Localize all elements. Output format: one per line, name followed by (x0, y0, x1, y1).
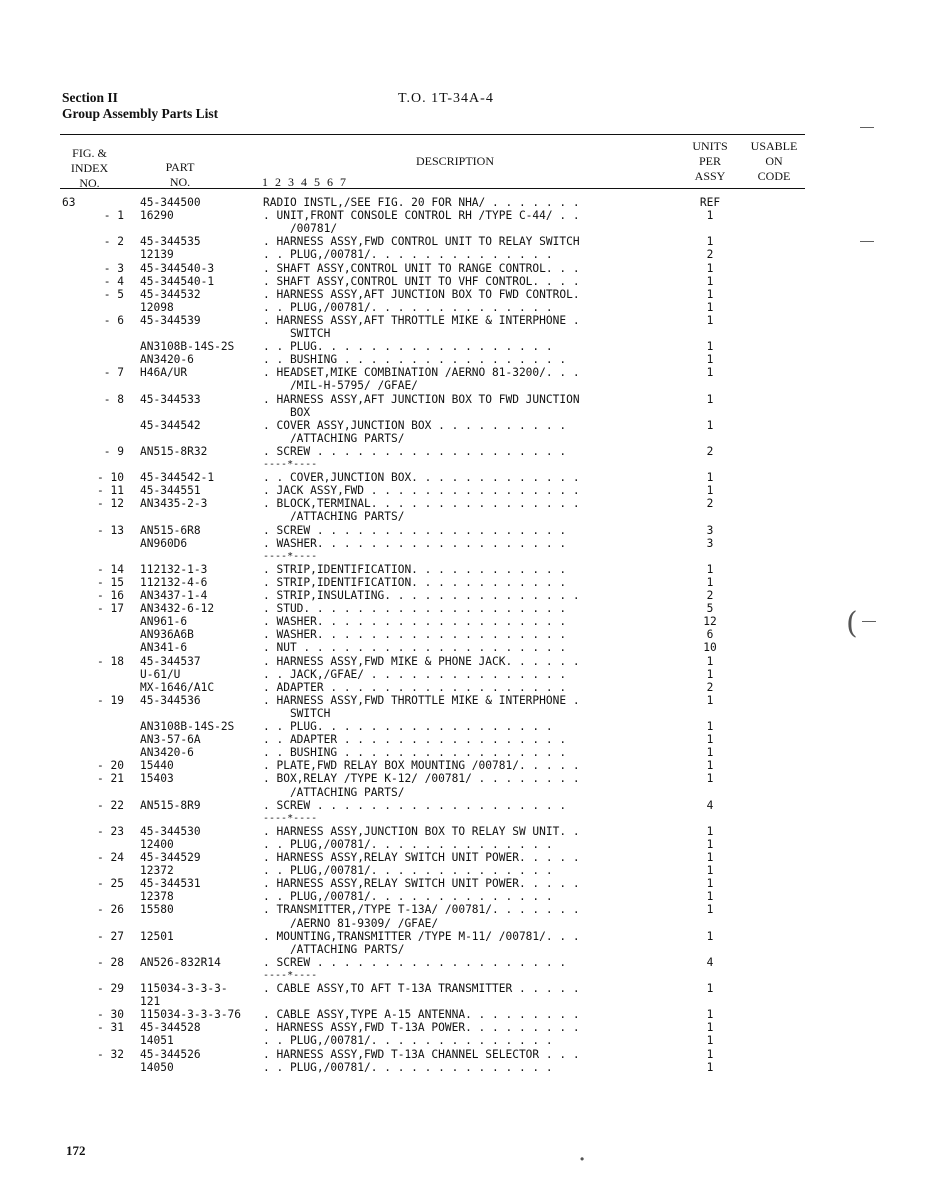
index-number: - 6 (103, 313, 124, 327)
part-number: 12400 (140, 837, 174, 851)
description: SWITCH (263, 706, 331, 720)
part-number: 45-344532 (140, 287, 201, 301)
units-per-assy: 2 (706, 248, 714, 262)
units-per-assy: 1 (706, 864, 714, 878)
part-number: AN3420-6 (140, 746, 194, 760)
description: . . PLUG,/00781/. . . . . . . . . . . . . . (263, 300, 553, 314)
description: . SCREW . . . . . . . . . . . . . . . . . . . (263, 444, 567, 458)
description: . . BUSHING . . . . . . . . . . . . . . . . . (263, 353, 567, 367)
index-number: - 9 (103, 444, 124, 458)
description: . . BUSHING . . . . . . . . . . . . . . . . . (263, 746, 567, 760)
section-header (62, 90, 218, 122)
index-number: - 20 (97, 759, 124, 773)
description: . . PLUG,/00781/. . . . . . . . . . . . . . (263, 1060, 553, 1074)
table-row (0, 340, 927, 353)
table-row (0, 327, 927, 340)
units-per-assy: 1 (706, 418, 714, 432)
units-per-assy: 1 (706, 1008, 714, 1022)
part-number: 45-344542 (140, 418, 201, 432)
table-row (0, 772, 927, 785)
description: . . JACK,/GFAE/ . . . . . . . . . . . . . . . (263, 667, 567, 681)
table-row (0, 668, 927, 681)
table-row (0, 995, 927, 1008)
part-number: 45-344528 (140, 1021, 201, 1035)
part-number: 12372 (140, 864, 174, 878)
units-per-assy: 2 (706, 589, 714, 602)
units-per-assy: 1 (706, 903, 714, 917)
index-number: - 17 (97, 602, 124, 616)
table-row (0, 353, 927, 366)
table-row (0, 209, 927, 222)
index-number: - 26 (97, 903, 124, 917)
part-number: 45-344526 (140, 1047, 201, 1061)
units-per-assy: 1 (706, 366, 714, 380)
part-number: AN3420-6 (140, 353, 194, 367)
units-per-assy: 1 (706, 300, 714, 314)
description: /ATTACHING PARTS/ (263, 942, 405, 956)
index-number: - 22 (97, 798, 124, 812)
part-number: AN960D6 (140, 536, 188, 550)
index-number: - 15 (97, 575, 124, 589)
table-row (0, 903, 927, 916)
table-row (0, 1034, 927, 1047)
part-number: AN3437-1-4 (140, 589, 208, 602)
table-row (0, 262, 927, 275)
units-per-assy: 1 (706, 772, 714, 786)
units-per-assy: 3 (706, 536, 714, 550)
index-number: - 7 (103, 366, 124, 380)
index-number: - 16 (97, 589, 124, 602)
table-row (0, 393, 927, 406)
part-number: AN3108B-14S-2S (140, 720, 235, 733)
section-subtitle: Group Assembly Parts List (62, 106, 219, 121)
index-number: - 5 (103, 287, 124, 301)
units-per-assy: 1 (706, 929, 714, 943)
index-number: - 3 (103, 261, 124, 275)
units-per-assy: 1 (706, 235, 714, 249)
units-per-assy: 1 (706, 1060, 714, 1074)
units-per-assy: 1 (706, 353, 714, 367)
part-number: 15440 (140, 759, 174, 773)
units-per-assy: 1 (706, 209, 714, 223)
index-number: - 24 (97, 851, 124, 864)
table-row (0, 222, 927, 235)
units-per-assy: 1 (706, 484, 714, 498)
description: . HARNESS ASSY,AFT JUNCTION BOX TO FWD CONTROL. (263, 287, 580, 301)
description: . HARNESS ASSY,FWD T-13A CHANNEL SELECTOR . . . (263, 1047, 580, 1061)
units-per-assy: 1 (706, 1034, 714, 1048)
table-row (0, 851, 927, 864)
part-number: 14050 (140, 1060, 174, 1074)
part-number: 45-344540-3 (140, 261, 215, 275)
table-row (0, 314, 927, 327)
table-row (0, 445, 927, 458)
description: . . PLUG,/00781/. . . . . . . . . . . . . . (263, 864, 553, 878)
units-per-assy: 2 (706, 680, 714, 694)
table-row (0, 471, 927, 484)
part-number: AN3435-2-3 (140, 497, 208, 511)
table-row (0, 786, 927, 799)
attaching-parts-separator: ----*---- (263, 459, 318, 470)
part-number: AN515-8R32 (140, 444, 208, 458)
part-number: MX-1646/A1C (140, 680, 215, 694)
table-row (0, 576, 927, 589)
index-number: - 28 (97, 955, 124, 969)
table-row (0, 694, 927, 707)
table-row (0, 890, 927, 903)
part-number: AN515-8R9 (140, 798, 201, 812)
table-row (0, 812, 927, 825)
table-row (0, 628, 927, 641)
table-row (0, 563, 927, 576)
part-number: 45-344530 (140, 824, 201, 838)
description: . SCREW . . . . . . . . . . . . . . . . . . . (263, 955, 567, 969)
units-per-assy: 2 (706, 497, 714, 511)
part-number: 15580 (140, 903, 174, 917)
part-number: AN3108B-14S-2S (140, 340, 235, 354)
description: . STUD. . . . . . . . . . . . . . . . . . . . (263, 602, 567, 616)
index-number: - 10 (97, 471, 124, 485)
table-row (0, 930, 927, 943)
col-part: PART NO. (165, 160, 195, 189)
description: . STRIP,IDENTIFICATION. . . . . . . . . . . . (263, 575, 567, 589)
table-row (0, 366, 927, 379)
units-per-assy: 1 (706, 340, 714, 354)
units-per-assy: 4 (706, 955, 714, 969)
table-row (0, 484, 927, 497)
description: . STRIP,IDENTIFICATION. . . . . . . . . . . . (263, 562, 567, 576)
description: . HEADSET,MIKE COMBINATION /AERNO 81-3200/. . . (263, 366, 580, 380)
part-number: 45-344529 (140, 851, 201, 864)
table-row (0, 759, 927, 772)
description: . COVER ASSY,JUNCTION BOX . . . . . . . . . . (263, 418, 567, 432)
description: . . PLUG. . . . . . . . . . . . . . . . . . (263, 340, 553, 354)
part-number: 112132-4-6 (140, 575, 208, 589)
description: . UNIT,FRONT CONSOLE CONTROL RH /TYPE C-44/ . . (263, 209, 580, 223)
index-number: - 4 (103, 274, 124, 288)
margin-mark: • (580, 1152, 585, 1166)
description: . HARNESS ASSY,RELAY SWITCH UNIT POWER. . . . . (263, 851, 580, 864)
description: . TRANSMITTER,/TYPE T-13A/ /00781/. . . . . . . (263, 903, 580, 917)
index-number: - 18 (97, 654, 124, 668)
units-per-assy: 1 (706, 746, 714, 760)
description: /ATTACHING PARTS/ (263, 510, 405, 524)
fig-number: 63 (62, 196, 76, 209)
attaching-parts-separator: ----*---- (263, 550, 318, 562)
description: /ATTACHING PARTS/ (263, 785, 405, 799)
col-indent-levels: 1 2 3 4 5 6 7 (262, 175, 348, 189)
description: . ADAPTER . . . . . . . . . . . . . . . . . . (263, 680, 567, 694)
units-per-assy: 3 (706, 523, 714, 537)
units-per-assy: 1 (706, 471, 714, 485)
description: . . PLUG. . . . . . . . . . . . . . . . . . (263, 720, 553, 733)
table-row (0, 956, 927, 969)
description: /AERNO 81-9309/ /GFAE/ (263, 916, 439, 930)
index-number: - 12 (97, 497, 124, 511)
part-number: H46A/UR (140, 366, 188, 380)
part-number: 112132-1-3 (140, 562, 208, 576)
description: . SCREW . . . . . . . . . . . . . . . . . . . (263, 523, 567, 537)
units-per-assy: 1 (706, 654, 714, 668)
table-row (0, 458, 927, 471)
table-row (0, 379, 927, 392)
table-row (0, 1061, 927, 1074)
description: . BOX,RELAY /TYPE K-12/ /00781/ . . . . . . . . (263, 772, 580, 786)
table-row (0, 510, 927, 523)
units-per-assy: 1 (706, 890, 714, 904)
section-title: Section II (62, 90, 118, 105)
table-row (0, 602, 927, 615)
index-number: - 13 (97, 523, 124, 537)
table-row (0, 917, 927, 930)
index-number: - 1 (103, 209, 124, 223)
part-number: 45-344536 (140, 693, 201, 707)
index-number: - 27 (97, 929, 124, 943)
part-number: 45-344537 (140, 654, 201, 668)
table-row (0, 615, 927, 628)
part-number: 45-344531 (140, 877, 201, 891)
units-per-assy: 1 (706, 1021, 714, 1035)
units-per-assy: 1 (706, 667, 714, 681)
description: RADIO INSTL,/SEE FIG. 20 FOR NHA/ . . . . . . . (263, 196, 580, 209)
table-row (0, 707, 927, 720)
description: . CABLE ASSY,TO AFT T-13A TRANSMITTER . . . . . (263, 982, 580, 995)
table-row (0, 550, 927, 563)
table-row (0, 681, 927, 694)
index-number: - 2 (103, 235, 124, 249)
header-rule-top (60, 134, 805, 135)
header-rule-bottom (60, 188, 805, 189)
to-number: T.O. 1T-34A-4 (398, 91, 494, 106)
units-per-assy: 1 (706, 877, 714, 891)
units-per-assy: 1 (706, 720, 714, 733)
description: . . PLUG,/00781/. . . . . . . . . . . . . . (263, 890, 553, 904)
part-number: 45-344542-1 (140, 471, 215, 485)
table-row (0, 1008, 927, 1021)
table-row (0, 432, 927, 445)
description: /00781/ (263, 222, 338, 236)
table-row (0, 641, 927, 654)
table-row (0, 275, 927, 288)
table-row (0, 589, 927, 602)
col-description: DESCRIPTION (415, 154, 494, 168)
description: . WASHER. . . . . . . . . . . . . . . . . . . (263, 628, 567, 642)
units-per-assy: 2 (706, 444, 714, 458)
description: BOX (263, 405, 311, 419)
units-per-assy: 1 (706, 982, 714, 995)
description: /ATTACHING PARTS/ (263, 431, 405, 445)
margin-bracket-mark: ( (846, 606, 858, 641)
units-per-assy: 1 (706, 733, 714, 747)
units-per-assy: 10 (703, 641, 717, 655)
units-per-assy: 1 (706, 274, 714, 288)
units-per-assy: 1 (706, 1047, 714, 1061)
table-row (0, 288, 927, 301)
units-per-assy: 1 (706, 824, 714, 838)
table-row (0, 1048, 927, 1061)
description: . . PLUG,/00781/. . . . . . . . . . . . . . (263, 1034, 553, 1048)
table-row (0, 1021, 927, 1034)
table-row (0, 877, 927, 890)
index-number: - 21 (97, 772, 124, 786)
description: . NUT . . . . . . . . . . . . . . . . . . . . (263, 641, 567, 655)
description: . HARNESS ASSY,RELAY SWITCH UNIT POWER. . . . . (263, 877, 580, 891)
description: . HARNESS ASSY,AFT THROTTLE MIKE & INTERPHONE . (263, 313, 580, 327)
table-row (0, 746, 927, 759)
table-row (0, 301, 927, 314)
index-number: - 31 (97, 1021, 124, 1035)
index-number: - 23 (97, 824, 124, 838)
units-per-assy: 1 (706, 693, 714, 707)
table-row (0, 419, 927, 432)
description: . STRIP,INSULATING. . . . . . . . . . . . . . . (263, 589, 580, 602)
index-number: - 14 (97, 562, 124, 576)
part-number: U-61/U (140, 667, 181, 681)
units-per-assy: 1 (706, 759, 714, 773)
table-row (0, 655, 927, 668)
table-row (0, 864, 927, 877)
table-row (0, 235, 927, 248)
index-number: - 8 (103, 392, 124, 406)
part-number: 16290 (140, 209, 174, 223)
table-row (0, 196, 927, 209)
units-per-assy: 1 (706, 313, 714, 327)
table-row (0, 838, 927, 851)
description: SWITCH (263, 327, 331, 340)
units-per-assy: 1 (706, 287, 714, 301)
description: . WASHER. . . . . . . . . . . . . . . . . . . (263, 615, 567, 629)
part-number: AN3-57-6A (140, 733, 201, 747)
table-row (0, 248, 927, 261)
part-number: 12098 (140, 300, 174, 314)
part-number: 115034-3-3-3-76 (140, 1008, 242, 1022)
part-number: 121 (140, 995, 161, 1009)
units-per-assy: 1 (706, 392, 714, 406)
units-per-assy: 1 (706, 261, 714, 275)
col-fig-index: FIG. & INDEX NO. (70, 146, 109, 190)
part-number: 45-344540-1 (140, 274, 215, 288)
description: . BLOCK,TERMINAL. . . . . . . . . . . . . . . . (263, 497, 580, 511)
part-number: 12378 (140, 890, 174, 904)
description: . WASHER. . . . . . . . . . . . . . . . . . . (263, 536, 567, 550)
part-number: 12139 (140, 248, 174, 262)
description: . SHAFT ASSY,CONTROL UNIT TO VHF CONTROL. . . . (263, 274, 580, 288)
margin-mark: — (860, 232, 874, 248)
part-number: AN961-6 (140, 615, 188, 629)
table-row (0, 537, 927, 550)
table-row (0, 799, 927, 812)
table-row (0, 982, 927, 995)
index-number: - 25 (97, 877, 124, 891)
part-number: AN515-6R8 (140, 523, 201, 537)
description: . HARNESS ASSY,JUNCTION BOX TO RELAY SW UNIT. . (263, 824, 580, 838)
part-number: 45-344533 (140, 392, 201, 406)
col-usable: USABLE ON CODE (750, 139, 798, 183)
part-number: 45-344500 (140, 196, 201, 209)
part-number: AN3432-6-12 (140, 602, 215, 616)
index-number: - 32 (97, 1047, 124, 1061)
part-number: 45-344551 (140, 484, 201, 498)
description: . MOUNTING,TRANSMITTER /TYPE M-11/ /00781/. . . (263, 929, 580, 943)
margin-mark: — (862, 612, 876, 628)
table-row (0, 720, 927, 733)
table-row (0, 943, 927, 956)
description: . HARNESS ASSY,FWD MIKE & PHONE JACK. . . . . . (263, 654, 580, 668)
units-per-assy: 1 (706, 837, 714, 851)
part-number: AN936A6B (140, 628, 194, 642)
description: . . PLUG,/00781/. . . . . . . . . . . . . . (263, 837, 553, 851)
description: . HARNESS ASSY,AFT JUNCTION BOX TO FWD JUNCTION (263, 392, 580, 406)
page-number: 172 (66, 1143, 86, 1158)
description: . . COVER,JUNCTION BOX. . . . . . . . . . . . . (263, 471, 580, 485)
units-per-assy: 1 (706, 851, 714, 864)
col-units: UNITS PER ASSY (692, 139, 728, 183)
margin-mark: — (860, 118, 874, 134)
description: . . PLUG,/00781/. . . . . . . . . . . . . . (263, 248, 553, 262)
part-number: AN526-832R14 (140, 955, 221, 969)
index-number: - 30 (97, 1008, 124, 1022)
description: . HARNESS ASSY,FWD CONTROL UNIT TO RELAY SWITCH (263, 235, 580, 249)
units-per-assy: 5 (706, 602, 714, 616)
description: . JACK ASSY,FWD . . . . . . . . . . . . . . . . (263, 484, 580, 498)
table-row (0, 497, 927, 510)
description: . SCREW . . . . . . . . . . . . . . . . . . . (263, 798, 567, 812)
part-number: 12501 (140, 929, 174, 943)
table-row (0, 733, 927, 746)
part-number: AN341-6 (140, 641, 188, 655)
table-row (0, 406, 927, 419)
part-number: 115034-3-3-3- (140, 982, 228, 995)
units-per-assy: 12 (703, 615, 717, 629)
description: . . ADAPTER . . . . . . . . . . . . . . . . . (263, 733, 567, 747)
description: /MIL-H-5795/ /GFAE/ (263, 379, 418, 393)
units-per-assy: 6 (706, 628, 714, 642)
description: . HARNESS ASSY,FWD T-13A POWER. . . . . . . . . (263, 1021, 580, 1035)
table-row (0, 825, 927, 838)
units-per-assy: 4 (706, 798, 714, 812)
index-number: - 29 (97, 982, 124, 995)
units-per-assy: 1 (706, 562, 714, 576)
part-number: 45-344535 (140, 235, 201, 249)
index-number: - 19 (97, 693, 124, 707)
part-number: 14051 (140, 1034, 174, 1048)
part-number: 15403 (140, 772, 174, 786)
description: . PLATE,FWD RELAY BOX MOUNTING /00781/. . . . . (263, 759, 580, 773)
description: . SHAFT ASSY,CONTROL UNIT TO RANGE CONTROL. . . (263, 261, 580, 275)
units-per-assy: REF (699, 196, 721, 209)
units-per-assy: 1 (706, 575, 714, 589)
description: . HARNESS ASSY,FWD THROTTLE MIKE & INTERPHONE . (263, 693, 580, 707)
attaching-parts-separator: ----*---- (263, 969, 318, 981)
description: . CABLE ASSY,TYPE A-15 ANTENNA. . . . . . . . . (263, 1008, 580, 1022)
table-row (0, 969, 927, 982)
part-number: 45-344539 (140, 313, 201, 327)
attaching-parts-separator: ----*---- (263, 812, 318, 824)
index-number: - 11 (97, 484, 124, 498)
table-row (0, 524, 927, 537)
